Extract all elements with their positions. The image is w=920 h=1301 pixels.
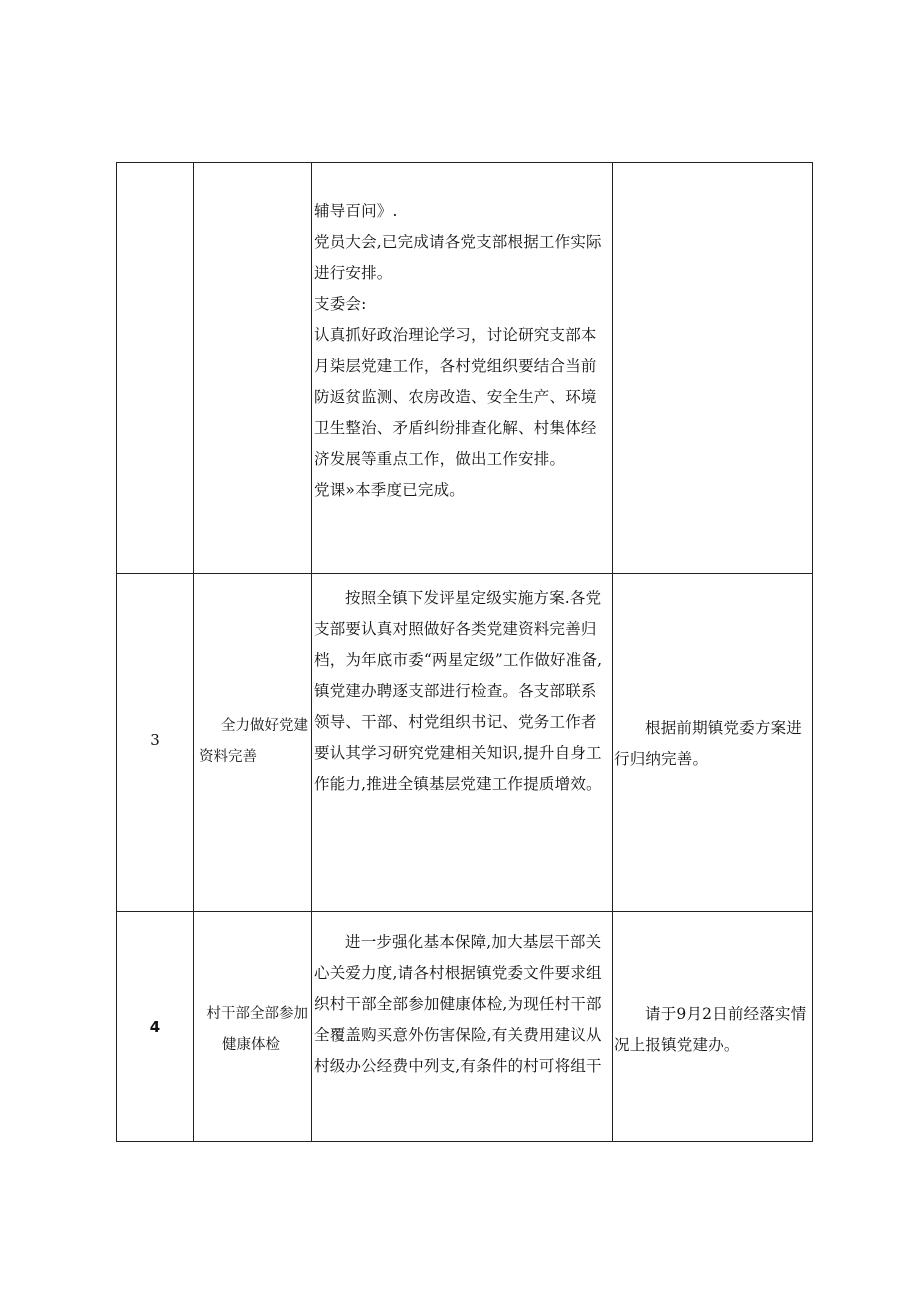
row-number: 3 (150, 731, 160, 749)
row-divider (117, 911, 812, 912)
row-note (614, 713, 812, 775)
work-plan-table (116, 162, 813, 1142)
row-content (314, 196, 610, 506)
row-topic (194, 711, 310, 773)
content-paragraph: 认真抓好政治理论学习，讨论研究支部本月柒层党建工作，各村党组织要结合当前防返贫监测、农房改造、安全生产、环境卫生整治、矛盾纠纷排查化解、村集体经济发展等重点工作，做出工作安排。 (314, 326, 597, 468)
content-paragraph: 辅导百问》. (314, 202, 398, 220)
content-paragraph: 党课»本季度已完成。 (314, 481, 465, 499)
row-divider (117, 573, 812, 574)
note-text: 请于9月2日前经落实情况上报镇党建办。 (614, 1005, 807, 1054)
content-paragraph: 进一步强化基本保障,加大基层干部关心关爱力度,请各村根据镇党委文件要求组织村干部全部参加健康体检,为现任村干部全覆盖购买意外伤害保险,有关费用建议从村级办公经费中列支,有条件的村可将组干 (314, 933, 602, 1075)
topic-line: 全力做好党建 (221, 718, 308, 734)
note-text: 根据前期镇党委方案进行归纳完善。 (614, 719, 803, 768)
row-content (314, 927, 610, 1082)
row-note (614, 999, 812, 1061)
row-content (314, 583, 610, 800)
topic-line: 村干部全部参加 (206, 1006, 308, 1022)
topic-line: 健康体检 (222, 1037, 280, 1053)
row-number: 4 (149, 1018, 161, 1036)
column-divider (612, 163, 613, 1141)
content-paragraph: 按照全镇下发评星定级实施方案.各党支部要认真对照做好各类党建资料完善归档，为年底市委“两星定级”工作做好准备,镇党建办聘逐支部进行检查。各支部联系领导、干部、村党组织书记、党务工作者要认其学习研究党建相关知识,提升自身工作能力,推进全镇基层党建工作提质增效。 (314, 589, 603, 793)
table-row (193, 163, 311, 573)
content-paragraph: 支委会: (314, 295, 367, 313)
column-divider (311, 163, 312, 1141)
topic-line: 资料完善 (199, 749, 257, 765)
row-topic (194, 999, 310, 1061)
content-paragraph: 党员大会,已完成请各党支部根据工作实际进行安排。 (314, 233, 602, 282)
